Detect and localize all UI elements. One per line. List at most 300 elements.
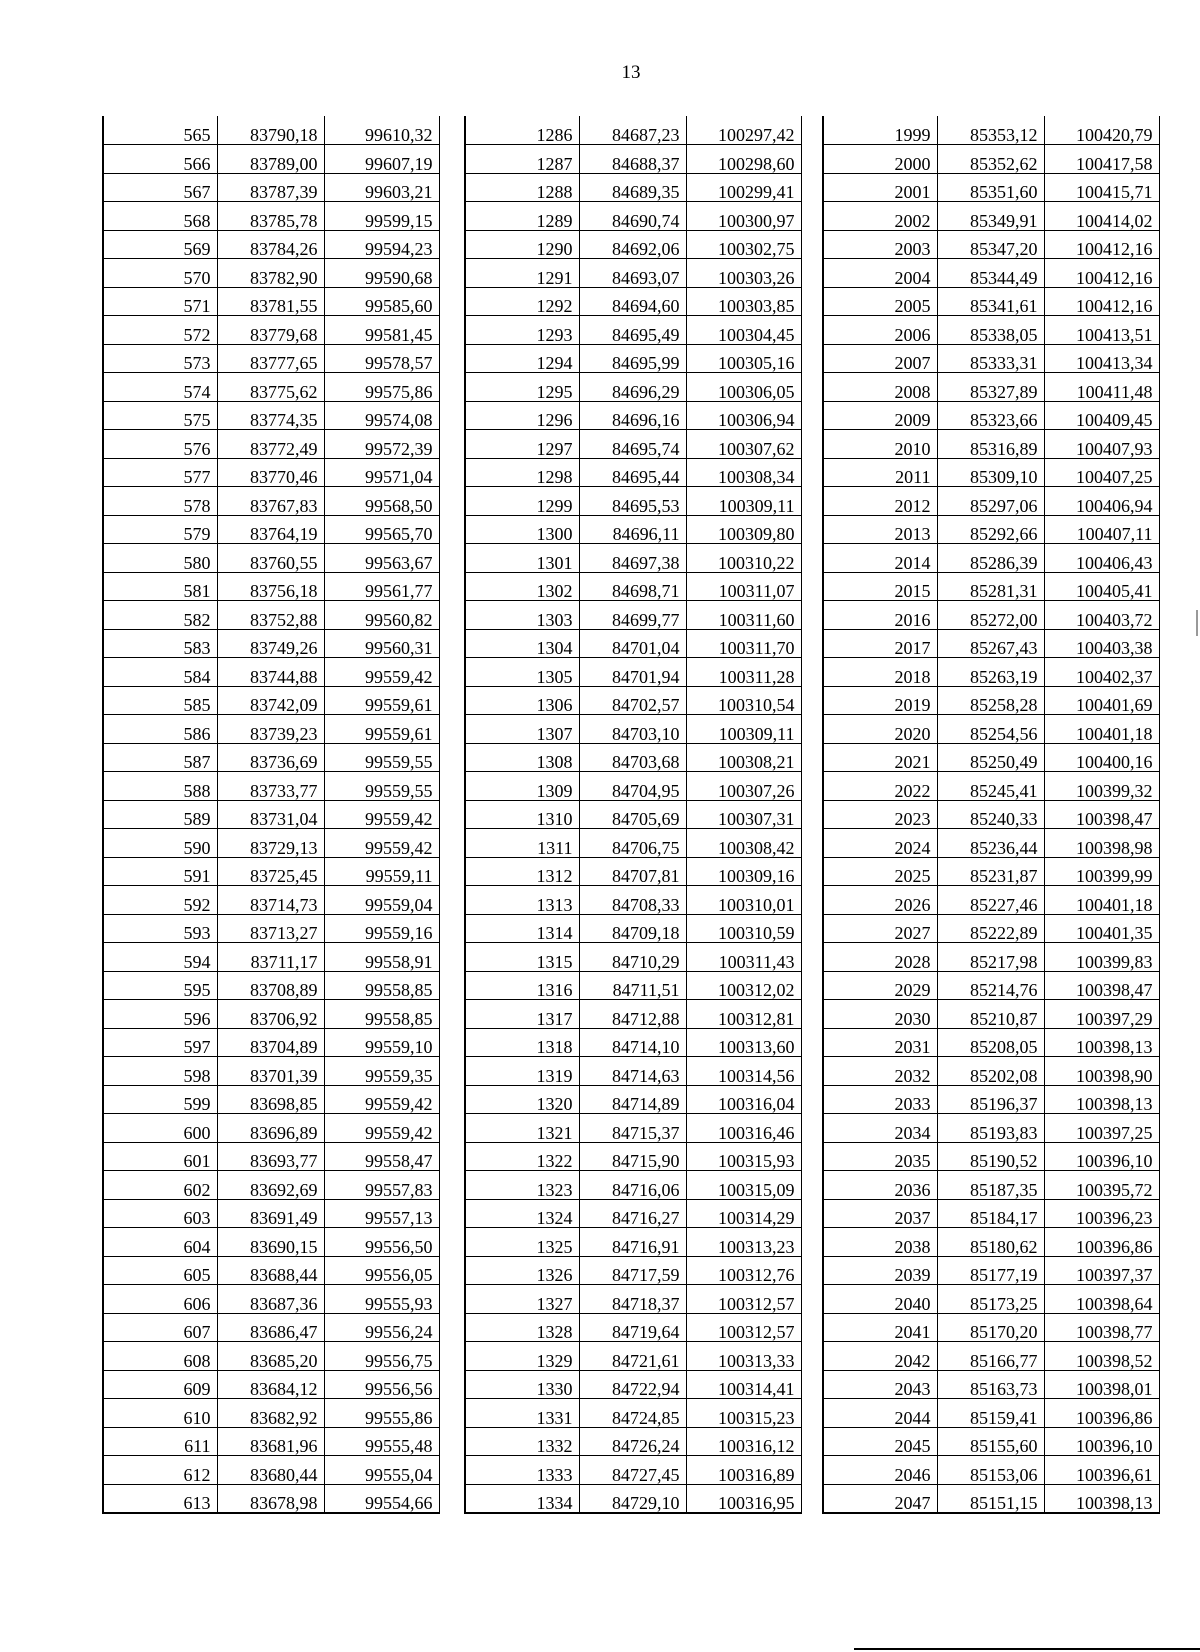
point-number-cell: 604: [103, 1228, 217, 1257]
table-row: [823, 1028, 1159, 1057]
x-coordinate-cell: 85272,00: [937, 601, 1044, 630]
y-coordinate-cell: 99590,68: [324, 259, 439, 288]
point-number-cell: 1288: [465, 173, 579, 202]
table-row: [103, 658, 439, 687]
x-coordinate-cell: 84695,74: [579, 430, 686, 459]
point-number-cell: 1323: [465, 1171, 579, 1200]
x-coordinate-cell: 83785,78: [217, 202, 324, 231]
y-coordinate-cell: 100399,32: [1044, 772, 1159, 801]
y-coordinate-cell: 100316,04: [686, 1085, 801, 1114]
point-number-cell: 608: [103, 1342, 217, 1371]
table-row: [465, 715, 801, 744]
point-number-cell: 2004: [823, 259, 937, 288]
y-coordinate-cell: 100310,22: [686, 544, 801, 573]
x-coordinate-cell: 85214,76: [937, 971, 1044, 1000]
table-row: [465, 857, 801, 886]
table-row: [823, 1000, 1159, 1029]
y-coordinate-cell: 100398,90: [1044, 1057, 1159, 1086]
y-coordinate-cell: 99558,85: [324, 1000, 439, 1029]
point-number-cell: 596: [103, 1000, 217, 1029]
table-row: [103, 1313, 439, 1342]
x-coordinate-cell: 84702,57: [579, 686, 686, 715]
y-coordinate-cell: 99559,04: [324, 886, 439, 915]
point-number-cell: 579: [103, 515, 217, 544]
x-coordinate-cell: 85351,60: [937, 173, 1044, 202]
point-number-cell: 592: [103, 886, 217, 915]
point-number-cell: 1326: [465, 1256, 579, 1285]
table-row: [823, 344, 1159, 373]
x-coordinate-cell: 83749,26: [217, 629, 324, 658]
table-row: [103, 173, 439, 202]
table-row: [103, 487, 439, 516]
y-coordinate-cell: 99556,56: [324, 1370, 439, 1399]
point-number-cell: 2001: [823, 173, 937, 202]
y-coordinate-cell: 99555,04: [324, 1456, 439, 1485]
y-coordinate-cell: 100405,41: [1044, 572, 1159, 601]
point-number-cell: 2038: [823, 1228, 937, 1257]
point-number-cell: 1309: [465, 772, 579, 801]
y-coordinate-cell: 99599,15: [324, 202, 439, 231]
point-number-cell: 607: [103, 1313, 217, 1342]
point-number-cell: 581: [103, 572, 217, 601]
x-coordinate-cell: 84696,29: [579, 373, 686, 402]
x-coordinate-cell: 83678,98: [217, 1484, 324, 1513]
y-coordinate-cell: 99594,23: [324, 230, 439, 259]
point-number-cell: 1291: [465, 259, 579, 288]
table-row: [465, 1399, 801, 1428]
table-row: [465, 173, 801, 202]
x-coordinate-cell: 85196,37: [937, 1085, 1044, 1114]
x-coordinate-cell: 83692,69: [217, 1171, 324, 1200]
table-row: [465, 515, 801, 544]
table-row: [103, 800, 439, 829]
y-coordinate-cell: 100398,47: [1044, 800, 1159, 829]
x-coordinate-cell: 84721,61: [579, 1342, 686, 1371]
table-row: [103, 886, 439, 915]
point-number-cell: 570: [103, 259, 217, 288]
point-number-cell: 2016: [823, 601, 937, 630]
y-coordinate-cell: 100414,02: [1044, 202, 1159, 231]
y-coordinate-cell: 100401,18: [1044, 886, 1159, 915]
point-number-cell: 1322: [465, 1142, 579, 1171]
y-coordinate-cell: 99556,24: [324, 1313, 439, 1342]
y-coordinate-cell: 100315,93: [686, 1142, 801, 1171]
x-coordinate-cell: 84695,49: [579, 316, 686, 345]
y-coordinate-cell: 99557,83: [324, 1171, 439, 1200]
table-row: [103, 1085, 439, 1114]
y-coordinate-cell: 100402,37: [1044, 658, 1159, 687]
y-coordinate-cell: 99559,42: [324, 658, 439, 687]
table-row: [103, 544, 439, 573]
point-number-cell: 2021: [823, 743, 937, 772]
point-number-cell: 2024: [823, 829, 937, 858]
table-row: [103, 1427, 439, 1456]
point-number-cell: 2007: [823, 344, 937, 373]
point-number-cell: 2042: [823, 1342, 937, 1371]
table-row: [823, 943, 1159, 972]
point-number-cell: 2026: [823, 886, 937, 915]
table-row: [103, 287, 439, 316]
y-coordinate-cell: 100313,60: [686, 1028, 801, 1057]
table-row: [823, 1199, 1159, 1228]
table-row: [103, 230, 439, 259]
table-row: [465, 430, 801, 459]
x-coordinate-cell: 85236,44: [937, 829, 1044, 858]
point-number-cell: 2009: [823, 401, 937, 430]
table-row: [465, 487, 801, 516]
point-number-cell: 2011: [823, 458, 937, 487]
point-number-cell: 565: [103, 116, 217, 145]
point-number-cell: 1311: [465, 829, 579, 858]
y-coordinate-cell: 99563,67: [324, 544, 439, 573]
table-row: [465, 259, 801, 288]
x-coordinate-cell: 85353,12: [937, 116, 1044, 145]
point-number-cell: 2040: [823, 1285, 937, 1314]
y-coordinate-cell: 100407,93: [1044, 430, 1159, 459]
x-coordinate-cell: 85151,15: [937, 1484, 1044, 1513]
y-coordinate-cell: 100398,01: [1044, 1370, 1159, 1399]
x-coordinate-cell: 84703,10: [579, 715, 686, 744]
y-coordinate-cell: 99559,42: [324, 800, 439, 829]
table-row: [103, 430, 439, 459]
y-coordinate-cell: 100308,34: [686, 458, 801, 487]
y-coordinate-cell: 100409,45: [1044, 401, 1159, 430]
point-number-cell: 1316: [465, 971, 579, 1000]
table-row: [823, 202, 1159, 231]
y-coordinate-cell: 100315,09: [686, 1171, 801, 1200]
x-coordinate-cell: 85187,35: [937, 1171, 1044, 1200]
table-row: [103, 572, 439, 601]
y-coordinate-cell: 100311,70: [686, 629, 801, 658]
table-row: [103, 829, 439, 858]
y-coordinate-cell: 100396,61: [1044, 1456, 1159, 1485]
x-coordinate-cell: 85231,87: [937, 857, 1044, 886]
x-coordinate-cell: 85281,31: [937, 572, 1044, 601]
y-coordinate-cell: 99561,77: [324, 572, 439, 601]
table-row: [103, 1285, 439, 1314]
point-number-cell: 586: [103, 715, 217, 744]
y-coordinate-cell: 100397,37: [1044, 1256, 1159, 1285]
x-coordinate-cell: 84694,60: [579, 287, 686, 316]
table-row: [823, 914, 1159, 943]
point-number-cell: 599: [103, 1085, 217, 1114]
x-coordinate-cell: 83704,89: [217, 1028, 324, 1057]
x-coordinate-cell: 84689,35: [579, 173, 686, 202]
table-row: [103, 1399, 439, 1428]
point-number-cell: 2018: [823, 658, 937, 687]
table-row: [823, 1057, 1159, 1086]
y-coordinate-cell: 100398,77: [1044, 1313, 1159, 1342]
y-coordinate-cell: 100312,02: [686, 971, 801, 1000]
y-coordinate-cell: 100313,23: [686, 1228, 801, 1257]
x-coordinate-cell: 85245,41: [937, 772, 1044, 801]
y-coordinate-cell: 100312,76: [686, 1256, 801, 1285]
point-number-cell: 594: [103, 943, 217, 972]
point-number-cell: 1307: [465, 715, 579, 744]
point-number-cell: 601: [103, 1142, 217, 1171]
point-number-cell: 609: [103, 1370, 217, 1399]
table-row: [103, 1028, 439, 1057]
table-row: [823, 772, 1159, 801]
point-number-cell: 577: [103, 458, 217, 487]
x-coordinate-cell: 83764,19: [217, 515, 324, 544]
table-row: [103, 743, 439, 772]
point-number-cell: 2022: [823, 772, 937, 801]
y-coordinate-cell: 100396,10: [1044, 1142, 1159, 1171]
x-coordinate-cell: 85190,52: [937, 1142, 1044, 1171]
y-coordinate-cell: 99572,39: [324, 430, 439, 459]
x-coordinate-cell: 83693,77: [217, 1142, 324, 1171]
x-coordinate-cell: 84714,89: [579, 1085, 686, 1114]
y-coordinate-cell: 100305,16: [686, 344, 801, 373]
point-number-cell: 582: [103, 601, 217, 630]
x-coordinate-cell: 83731,04: [217, 800, 324, 829]
table-row: [823, 1114, 1159, 1143]
y-coordinate-cell: 100304,45: [686, 316, 801, 345]
point-number-cell: 1314: [465, 914, 579, 943]
y-coordinate-cell: 99556,50: [324, 1228, 439, 1257]
table-row: [103, 145, 439, 174]
point-number-cell: 2017: [823, 629, 937, 658]
y-coordinate-cell: 100398,47: [1044, 971, 1159, 1000]
bottom-right-rule: [854, 1648, 1200, 1650]
table-row: [823, 316, 1159, 345]
x-coordinate-cell: 85258,28: [937, 686, 1044, 715]
table-row: [823, 1399, 1159, 1428]
table-row: [103, 401, 439, 430]
x-coordinate-cell: 85222,89: [937, 914, 1044, 943]
table-row: [465, 544, 801, 573]
table-row: [465, 629, 801, 658]
y-coordinate-cell: 100411,48: [1044, 373, 1159, 402]
y-coordinate-cell: 99574,08: [324, 401, 439, 430]
x-coordinate-cell: 83767,83: [217, 487, 324, 516]
point-number-cell: 1298: [465, 458, 579, 487]
y-coordinate-cell: 100406,94: [1044, 487, 1159, 516]
x-coordinate-cell: 84716,06: [579, 1171, 686, 1200]
x-coordinate-cell: 84716,27: [579, 1199, 686, 1228]
point-number-cell: 566: [103, 145, 217, 174]
x-coordinate-cell: 83784,26: [217, 230, 324, 259]
y-coordinate-cell: 99559,42: [324, 829, 439, 858]
y-coordinate-cell: 100309,11: [686, 487, 801, 516]
point-number-cell: 2003: [823, 230, 937, 259]
y-coordinate-cell: 100403,72: [1044, 601, 1159, 630]
point-number-cell: 580: [103, 544, 217, 573]
x-coordinate-cell: 83714,73: [217, 886, 324, 915]
y-coordinate-cell: 100407,25: [1044, 458, 1159, 487]
y-coordinate-cell: 100396,86: [1044, 1399, 1159, 1428]
x-coordinate-cell: 85202,08: [937, 1057, 1044, 1086]
x-coordinate-cell: 85286,39: [937, 544, 1044, 573]
page-number: 13: [621, 62, 641, 83]
table-row: [465, 1199, 801, 1228]
table-row: [465, 1342, 801, 1371]
table-row: [823, 173, 1159, 202]
x-coordinate-cell: 84701,94: [579, 658, 686, 687]
x-coordinate-cell: 85327,89: [937, 373, 1044, 402]
y-coordinate-cell: 100303,85: [686, 287, 801, 316]
y-coordinate-cell: 100310,54: [686, 686, 801, 715]
x-coordinate-cell: 84688,37: [579, 145, 686, 174]
point-number-cell: 578: [103, 487, 217, 516]
y-coordinate-cell: 100297,42: [686, 116, 801, 145]
point-number-cell: 600: [103, 1114, 217, 1143]
point-number-cell: 1325: [465, 1228, 579, 1257]
table-row: [823, 829, 1159, 858]
x-coordinate-cell: 85240,33: [937, 800, 1044, 829]
y-coordinate-cell: 99559,16: [324, 914, 439, 943]
table-row: [465, 1114, 801, 1143]
x-coordinate-cell: 83691,49: [217, 1199, 324, 1228]
point-number-cell: 584: [103, 658, 217, 687]
table-row: [465, 373, 801, 402]
y-coordinate-cell: 100314,41: [686, 1370, 801, 1399]
point-number-cell: 1300: [465, 515, 579, 544]
point-number-cell: 2028: [823, 943, 937, 972]
table-row: [465, 1484, 801, 1513]
y-coordinate-cell: 99559,61: [324, 686, 439, 715]
x-coordinate-cell: 84695,44: [579, 458, 686, 487]
y-coordinate-cell: 99554,66: [324, 1484, 439, 1513]
y-coordinate-cell: 100307,31: [686, 800, 801, 829]
x-coordinate-cell: 85159,41: [937, 1399, 1044, 1428]
table-row: [103, 772, 439, 801]
y-coordinate-cell: 100316,46: [686, 1114, 801, 1143]
point-number-cell: 597: [103, 1028, 217, 1057]
table-row: [823, 800, 1159, 829]
point-number-cell: 2014: [823, 544, 937, 573]
point-number-cell: 2013: [823, 515, 937, 544]
point-number-cell: 1305: [465, 658, 579, 687]
y-coordinate-cell: 99559,11: [324, 857, 439, 886]
point-number-cell: 1310: [465, 800, 579, 829]
x-coordinate-cell: 84707,81: [579, 857, 686, 886]
table-row: [465, 1313, 801, 1342]
table-row: [823, 572, 1159, 601]
table-row: [823, 1285, 1159, 1314]
table-row: [103, 601, 439, 630]
table-row: [465, 401, 801, 430]
point-number-cell: 1295: [465, 373, 579, 402]
x-coordinate-cell: 85323,66: [937, 401, 1044, 430]
point-number-cell: 1327: [465, 1285, 579, 1314]
x-coordinate-cell: 85163,73: [937, 1370, 1044, 1399]
point-number-cell: 588: [103, 772, 217, 801]
x-coordinate-cell: 85292,66: [937, 515, 1044, 544]
table-row: [823, 116, 1159, 145]
point-number-cell: 2046: [823, 1456, 937, 1485]
x-coordinate-cell: 83729,13: [217, 829, 324, 858]
table-row: [465, 230, 801, 259]
x-coordinate-cell: 83690,15: [217, 1228, 324, 1257]
y-coordinate-cell: 100303,26: [686, 259, 801, 288]
table-row: [465, 116, 801, 145]
x-coordinate-cell: 85349,91: [937, 202, 1044, 231]
y-coordinate-cell: 99585,60: [324, 287, 439, 316]
point-number-cell: 613: [103, 1484, 217, 1513]
x-coordinate-cell: 84726,24: [579, 1427, 686, 1456]
y-coordinate-cell: 99559,10: [324, 1028, 439, 1057]
x-coordinate-cell: 84719,64: [579, 1313, 686, 1342]
point-number-cell: 567: [103, 173, 217, 202]
table-row: [103, 1370, 439, 1399]
x-coordinate-cell: 85170,20: [937, 1313, 1044, 1342]
x-coordinate-cell: 84715,37: [579, 1114, 686, 1143]
table-row: [823, 487, 1159, 516]
table-row: [465, 145, 801, 174]
x-coordinate-cell: 83775,62: [217, 373, 324, 402]
point-number-cell: 1324: [465, 1199, 579, 1228]
point-number-cell: 583: [103, 629, 217, 658]
y-coordinate-cell: 100401,35: [1044, 914, 1159, 943]
table-row: [103, 971, 439, 1000]
coordinate-table-2: [464, 116, 802, 1514]
table-row: [823, 601, 1159, 630]
point-number-cell: 2037: [823, 1199, 937, 1228]
y-coordinate-cell: 100397,29: [1044, 1000, 1159, 1029]
x-coordinate-cell: 84718,37: [579, 1285, 686, 1314]
table-row: [465, 1285, 801, 1314]
table-row: [823, 1427, 1159, 1456]
point-number-cell: 606: [103, 1285, 217, 1314]
table-row: [823, 1228, 1159, 1257]
point-number-cell: 2032: [823, 1057, 937, 1086]
x-coordinate-cell: 83688,44: [217, 1256, 324, 1285]
table-row: [823, 886, 1159, 915]
y-coordinate-cell: 100314,56: [686, 1057, 801, 1086]
y-coordinate-cell: 100401,18: [1044, 715, 1159, 744]
x-coordinate-cell: 84699,77: [579, 601, 686, 630]
x-coordinate-cell: 85210,87: [937, 1000, 1044, 1029]
y-coordinate-cell: 100401,69: [1044, 686, 1159, 715]
table-row: [465, 800, 801, 829]
point-number-cell: 602: [103, 1171, 217, 1200]
table-row: [465, 202, 801, 231]
table-row: [103, 914, 439, 943]
y-coordinate-cell: 100310,01: [686, 886, 801, 915]
table-row: [465, 601, 801, 630]
point-number-cell: 1328: [465, 1313, 579, 1342]
x-coordinate-cell: 83682,92: [217, 1399, 324, 1428]
point-number-cell: 2010: [823, 430, 937, 459]
x-coordinate-cell: 85155,60: [937, 1427, 1044, 1456]
y-coordinate-cell: 99560,31: [324, 629, 439, 658]
x-coordinate-cell: 83779,68: [217, 316, 324, 345]
x-coordinate-cell: 85263,19: [937, 658, 1044, 687]
point-number-cell: 1332: [465, 1427, 579, 1456]
point-number-cell: 2039: [823, 1256, 937, 1285]
y-coordinate-cell: 100420,79: [1044, 116, 1159, 145]
x-coordinate-cell: 84698,71: [579, 572, 686, 601]
y-coordinate-cell: 100309,11: [686, 715, 801, 744]
table-row: [103, 1114, 439, 1143]
y-coordinate-cell: 100312,81: [686, 1000, 801, 1029]
point-number-cell: 1306: [465, 686, 579, 715]
x-coordinate-cell: 84727,45: [579, 1456, 686, 1485]
y-coordinate-cell: 100313,33: [686, 1342, 801, 1371]
x-coordinate-cell: 84716,91: [579, 1228, 686, 1257]
table-row: [465, 1028, 801, 1057]
point-number-cell: 2023: [823, 800, 937, 829]
table-row: [823, 515, 1159, 544]
x-coordinate-cell: 84693,07: [579, 259, 686, 288]
table-row: [823, 1142, 1159, 1171]
x-coordinate-cell: 85297,06: [937, 487, 1044, 516]
x-coordinate-cell: 83787,39: [217, 173, 324, 202]
table-row: [823, 145, 1159, 174]
x-coordinate-cell: 83713,27: [217, 914, 324, 943]
